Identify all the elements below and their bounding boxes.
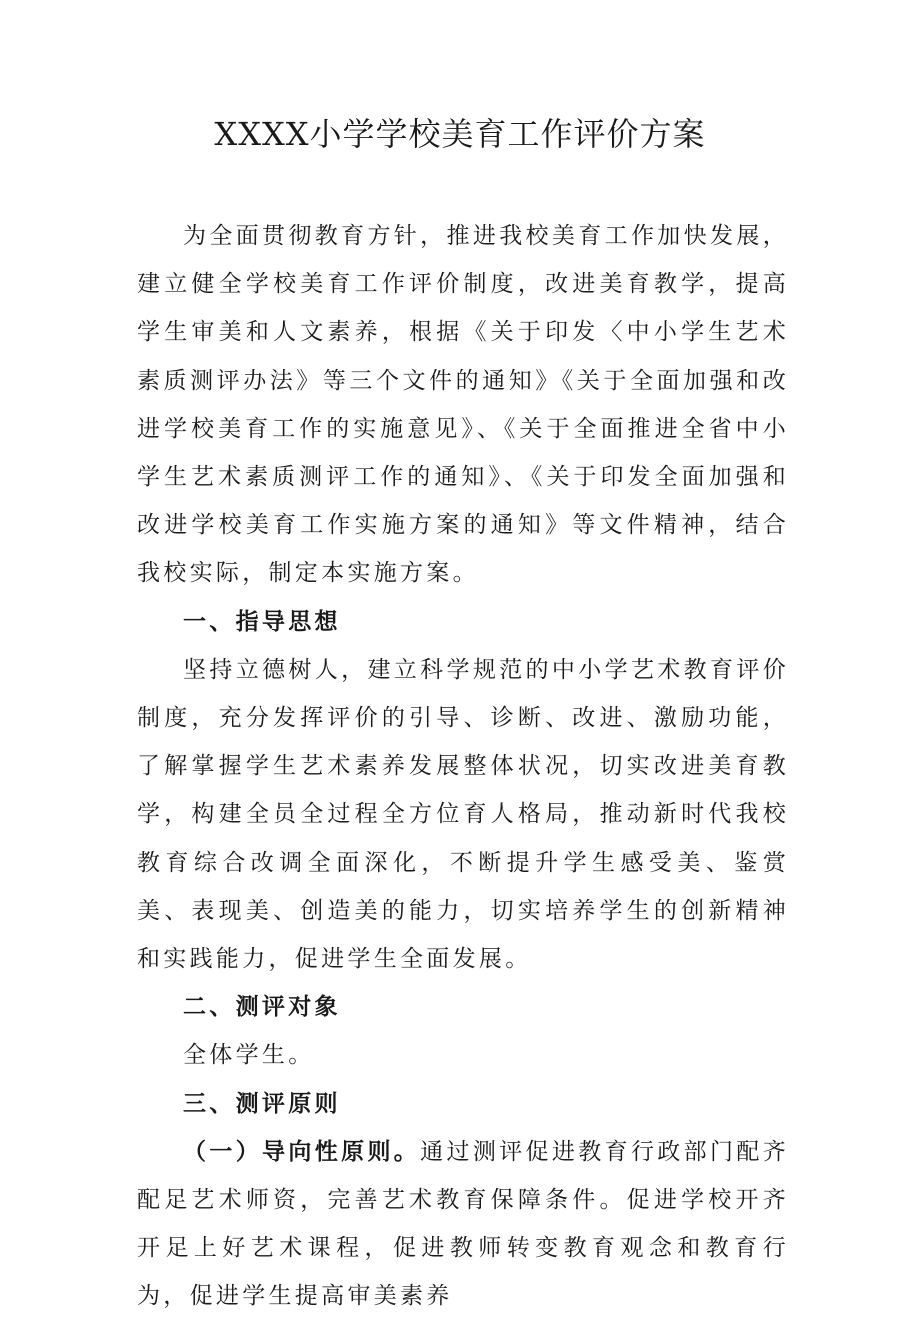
section-text-guiding-ideology: 坚持立德树人，建立科学规范的中小学艺术教育评价制度，充分发挥评价的引导、诊断、改进、激励功能，了解掌握学生艺术素养发展整体状况，切实改进美育教学，构建全员全过程全方位育人格局，推动新时代我校教育综合改调全面深化，不断提升学生感受美、鉴赏美、表现美、创造美的能力，切实培养学生的创新精神和实践能力，促进学生全面发展。: [137, 656, 789, 973]
document-title: XXXX小学学校美育工作评价方案: [214, 115, 706, 153]
intro-paragraph: 为全面贯彻教育方针，推进我校美育工作加快发展，建立健全学校美育工作评价制度，改进美育教学，提高学生审美和人文素养，根据《关于印发〈中小学生艺术素质测评办法》等三个文件的通知》《关于全面加强和改进学校美育工作的实施意见》、《关于全面推进全省中小学生艺术素质测评工作的通知》、《关于印发全面加强和改进学校美育工作实施方案的通知》等文件精神，结合我校实际，制定本实施方案。: [137, 223, 789, 587]
section-heading-guiding-ideology: 一、指导思想: [183, 608, 341, 635]
document-body: [137, 212, 789, 1321]
section-text-evaluation-target: 全体学生。: [183, 1042, 315, 1069]
section-heading-evaluation-principles: 三、测评原则: [183, 1090, 341, 1117]
principle-lead: （一）导向性原则。: [183, 1138, 421, 1165]
section-heading-evaluation-target: 二、测评对象: [183, 994, 341, 1021]
principle-paragraph: [137, 1128, 789, 1321]
principle-text: 通过测评促进教育行政部门配齐配足艺术师资，完善艺术教育保障条件。促进学校开齐开足上好艺术课程，促进教师转变教育观念和教育行为，促进学生提高审美素养: [137, 1138, 790, 1310]
